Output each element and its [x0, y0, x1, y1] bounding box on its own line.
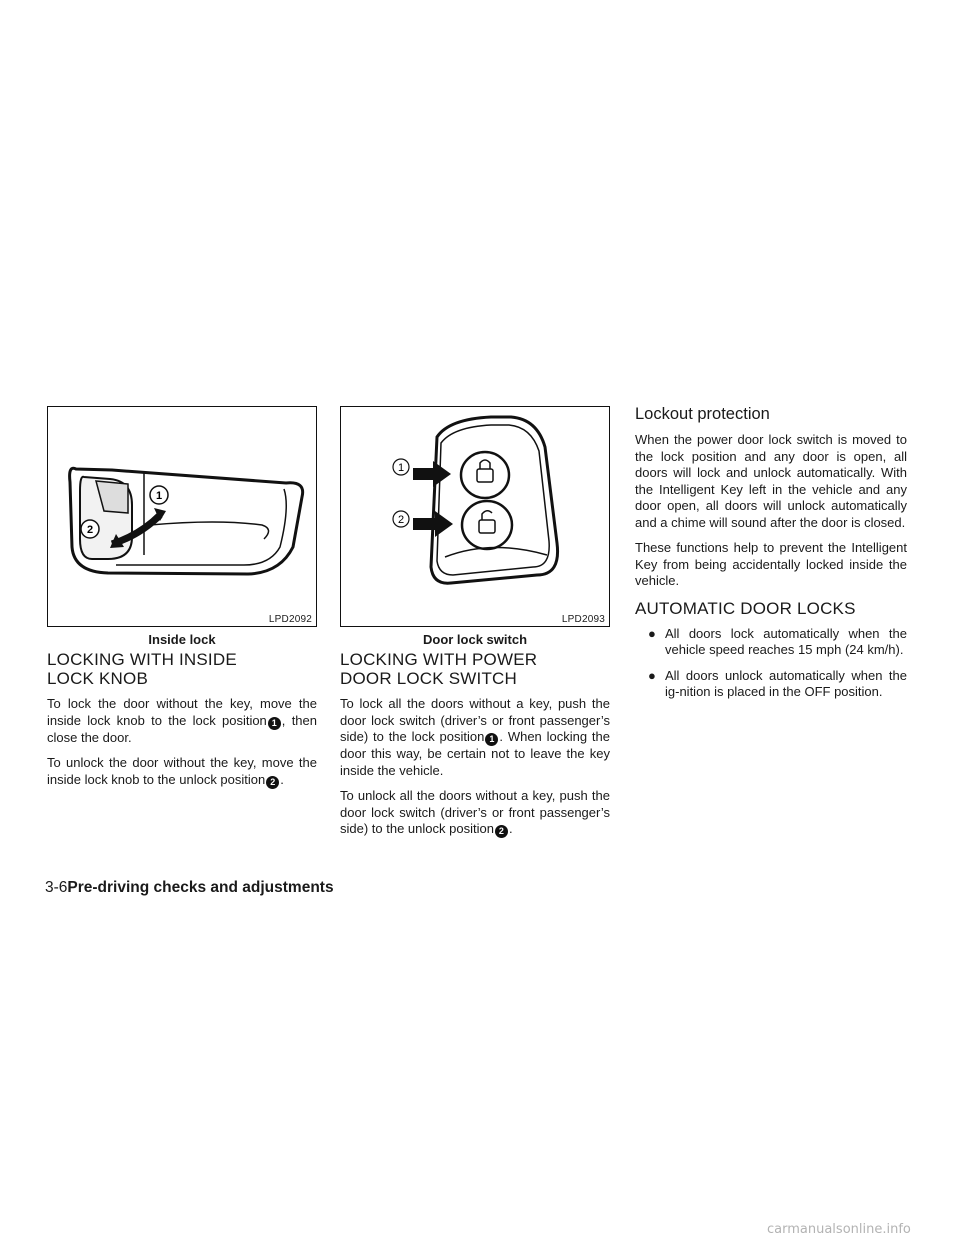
- list-item-text: All doors lock automatically when the vehicle speed reaches 15 mph (24 km/h).: [665, 625, 907, 657]
- inside-lock-illustration: [48, 407, 315, 625]
- callout-number: 2: [495, 825, 508, 838]
- column-inside-lock: [47, 650, 317, 798]
- figure-inside-lock: [47, 406, 317, 627]
- bullet-icon: ●: [648, 667, 656, 683]
- section-heading: LOCKING WITH POWER DOOR LOCK SWITCH: [340, 650, 538, 688]
- paragraph: When the power door lock switch is moved to the lock position and any door is open, all doors will lock and unlock automatically. With the Intelligent Key left in the vehicle and any door open, all doors will unlock automatically and a chime will sound after the door is closed.: [635, 432, 907, 530]
- page-number: 3-6: [45, 879, 68, 896]
- text: To unlock all the doors without a key, push the door lock switch (driver’s or front passenger’s side) to the unlock position: [340, 788, 610, 836]
- section-heading: LOCKING WITH INSIDE LOCK KNOB: [47, 650, 237, 688]
- callout-1: 1: [155, 490, 163, 502]
- subsection-heading: Lockout protection: [635, 405, 770, 423]
- list-item: [635, 668, 907, 701]
- figure-door-lock-switch: [340, 406, 610, 627]
- section-heading: AUTOMATIC DOOR LOCKS: [635, 598, 856, 618]
- figure-caption: Door lock switch: [422, 632, 528, 647]
- bullet-list: [635, 626, 907, 701]
- figure-caption: Inside lock: [148, 632, 216, 647]
- callout-number: 1: [268, 717, 281, 730]
- callout-number: 1: [485, 733, 498, 746]
- paragraph: [340, 696, 610, 779]
- list-item: [635, 626, 907, 659]
- paragraph: These functions help to prevent the Intelligent Key from being accidentally locked inside the vehicle.: [635, 540, 907, 588]
- paragraph: [340, 788, 610, 838]
- text: . When locking the door this way, be certain not to leave the key inside the vehicle.: [340, 729, 610, 778]
- text: , then close the door.: [47, 712, 317, 745]
- callout-2: 2: [397, 514, 405, 526]
- text: .: [508, 821, 513, 836]
- paragraph: [47, 696, 317, 746]
- callout-number: 2: [266, 776, 279, 789]
- door-lock-switch-illustration: [341, 407, 608, 625]
- callout-1: 1: [397, 462, 405, 474]
- text: To lock all the doors without a key, push the door lock switch (driver’s or front passenger’s side) to the lock position: [340, 696, 610, 744]
- figure-code: LPD2092: [268, 614, 312, 625]
- column-lockout-protection: [635, 405, 907, 710]
- paragraph: [47, 755, 317, 789]
- text: To lock the door without the key, move the inside lock knob to the lock position: [47, 696, 317, 728]
- text: To unlock the door without the key, move the inside lock knob to the unlock position: [47, 755, 317, 787]
- figure-code: LPD2093: [561, 614, 605, 625]
- list-item-text: All doors unlock automatically when the ig-nition is placed in the OFF position.: [665, 667, 907, 699]
- section-title: Pre-driving checks and adjustments: [67, 879, 334, 896]
- callout-2: 2: [86, 524, 94, 536]
- bullet-icon: ●: [648, 625, 656, 641]
- page-footer: [45, 879, 334, 897]
- watermark: carmanualsonline.info: [767, 1222, 911, 1237]
- text: .: [280, 771, 284, 787]
- column-power-door-lock: [340, 650, 610, 847]
